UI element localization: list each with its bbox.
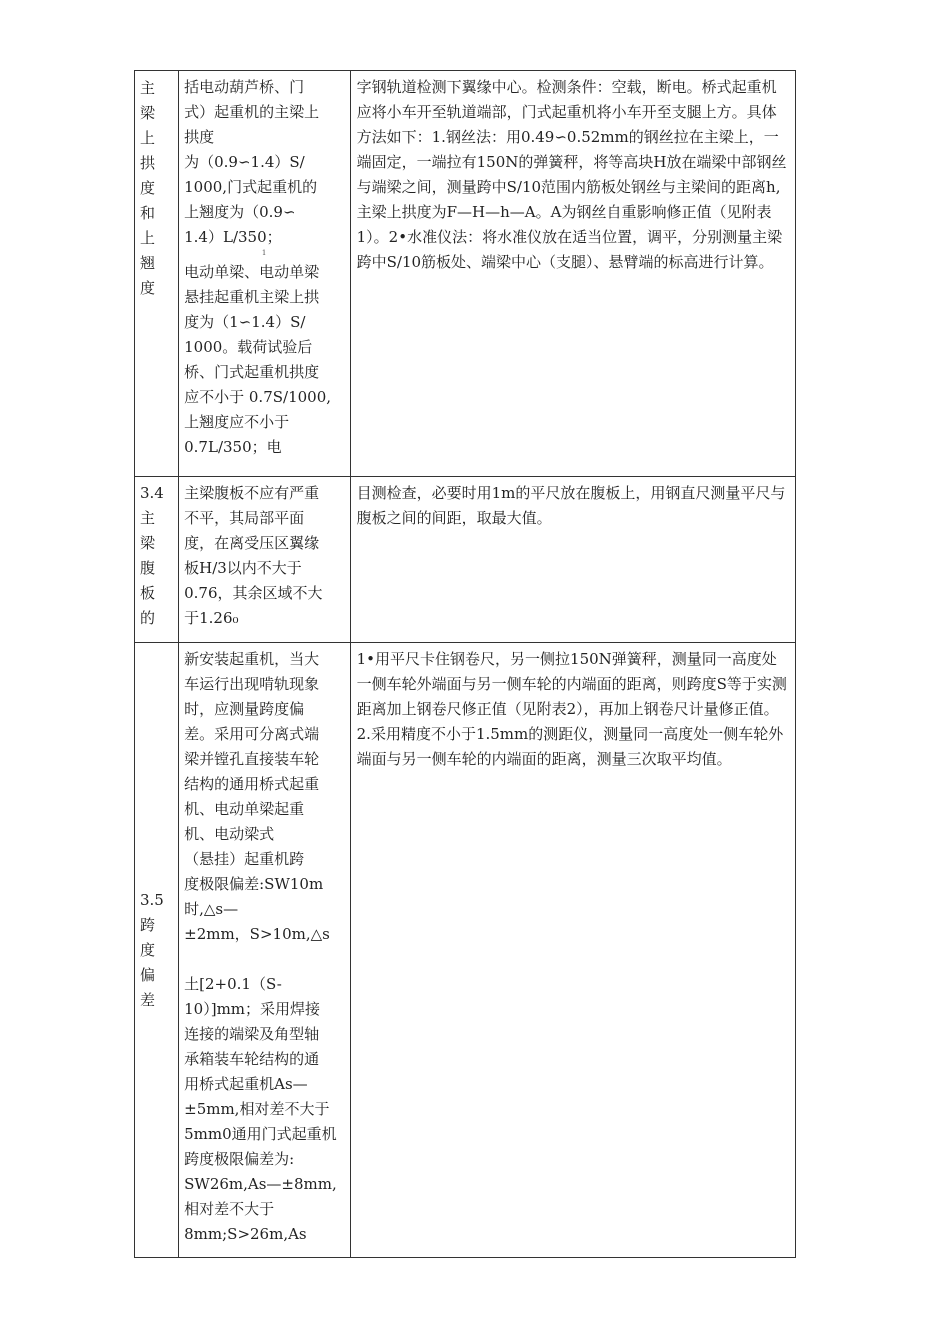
item-cell — [135, 643, 179, 1258]
requirement-text: 括电动葫芦桥、门 式）起重机的主梁上 拱度 为（0.9∽1.4）S/ 1000,门式起重机的 上翘度为（0.9∽ 1.4）L/350； 1 电动单梁、电动单梁 悬挂起重机主梁上拱 度为（1∽1.4）S/ 1000。载荷试验后 桥、门式起重机拱度 应不小于 0.7S/1000, 上翘度应不小于 0.7L/350；电 — [184, 75, 345, 460]
item-cell — [135, 477, 179, 643]
method-cell — [350, 477, 795, 643]
method-cell — [350, 643, 795, 1258]
requirement-cell — [179, 71, 351, 477]
method-text: 字钢轨道检测下翼缘中心。检测条件：空载，断电。桥式起重机应将小车开至轨道端部，门式起重机将小车开至支腿上方。具体方法如下：1.钢丝法：用0.49∽0.52mm的钢丝拉在主梁上，一端固定，一端拉有150N的弹簧秤，将等高块H放在端梁中部钢丝与端梁之间，测量跨中S/10范围内筋板处钢丝与主梁间的距离h,主梁上拱度为F—H—h—A。A为钢丝自重影响修正值（见附表1）。2•水准仪法：将水准仪放在适当位置，调平，分别测量主梁跨中S/10筋板处、端梁中心（支腿）、悬臂端的标高进行计算。 — [356, 78, 787, 271]
requirement-text: 主梁腹板不应有严重 不平，其局部平面 度，在离受压区翼缘 板H/3以内不大于 0.76，其余区域不大 于1.26₀ — [184, 484, 323, 627]
method-text: 目测检查，必要时用1m的平尺放在腹板上，用钢直尺测量平尺与腹板之间的间距，取最大值。 — [356, 484, 786, 527]
requirement-text: 新安装起重机，当大 车运行出现啃轨现象 时，应测量跨度偏 差。采用可分离式端 梁并镗孔直接装车轮 结构的通用桥式起重 机、电动单梁起重 机、电动梁式 （悬挂）起重机跨 度极限偏差:SW10m 时,△s— ±2mm，S>10m,△s 土[2+0.1（S- 10）]mm；采用焊接 连接的端梁及角型轴 承箱装车轮结构的通 用桥式起重机As— ±5mm,相对差不大于 5mm0通用门式起重机 跨度极限偏差为: SW26m,As—±8mm, 相对差不大于 8mm;S>26m,As — [184, 650, 337, 1243]
item-label: 主 梁 上 拱 度 和 上 翘 度 — [140, 79, 156, 297]
table-row-span-deviation — [135, 643, 796, 1258]
item-cell — [135, 71, 179, 477]
requirement-clip — [184, 647, 345, 1253]
requirement-cell — [179, 477, 351, 643]
method-cell — [350, 71, 795, 477]
inspection-table — [134, 70, 796, 1258]
item-label: 3.5 跨 度 偏 差 — [140, 890, 164, 1009]
requirement-cell — [179, 643, 351, 1258]
item-label: 3.4 主 梁 腹 板 的 — [140, 484, 164, 627]
table-row-main-beam-camber — [135, 71, 796, 477]
footnote-mark: 1 — [261, 249, 267, 257]
method-text: 1•用平尺卡住钢卷尺，另一侧拉150N弹簧秤，测量同一高度处一侧车轮外端面与另一侧车轮的内端面的距离，则跨度S等于实测距离加上钢卷尺修正值（见附表2），再加上钢卷尺计量修正值。2.采用精度不小于1.5mm的测距仪，测量同一高度处一侧车轮外端面与另一侧车轮的内端面的距离，测量三次取平均值。 — [356, 650, 787, 768]
table-row-web-flatness — [135, 477, 796, 643]
